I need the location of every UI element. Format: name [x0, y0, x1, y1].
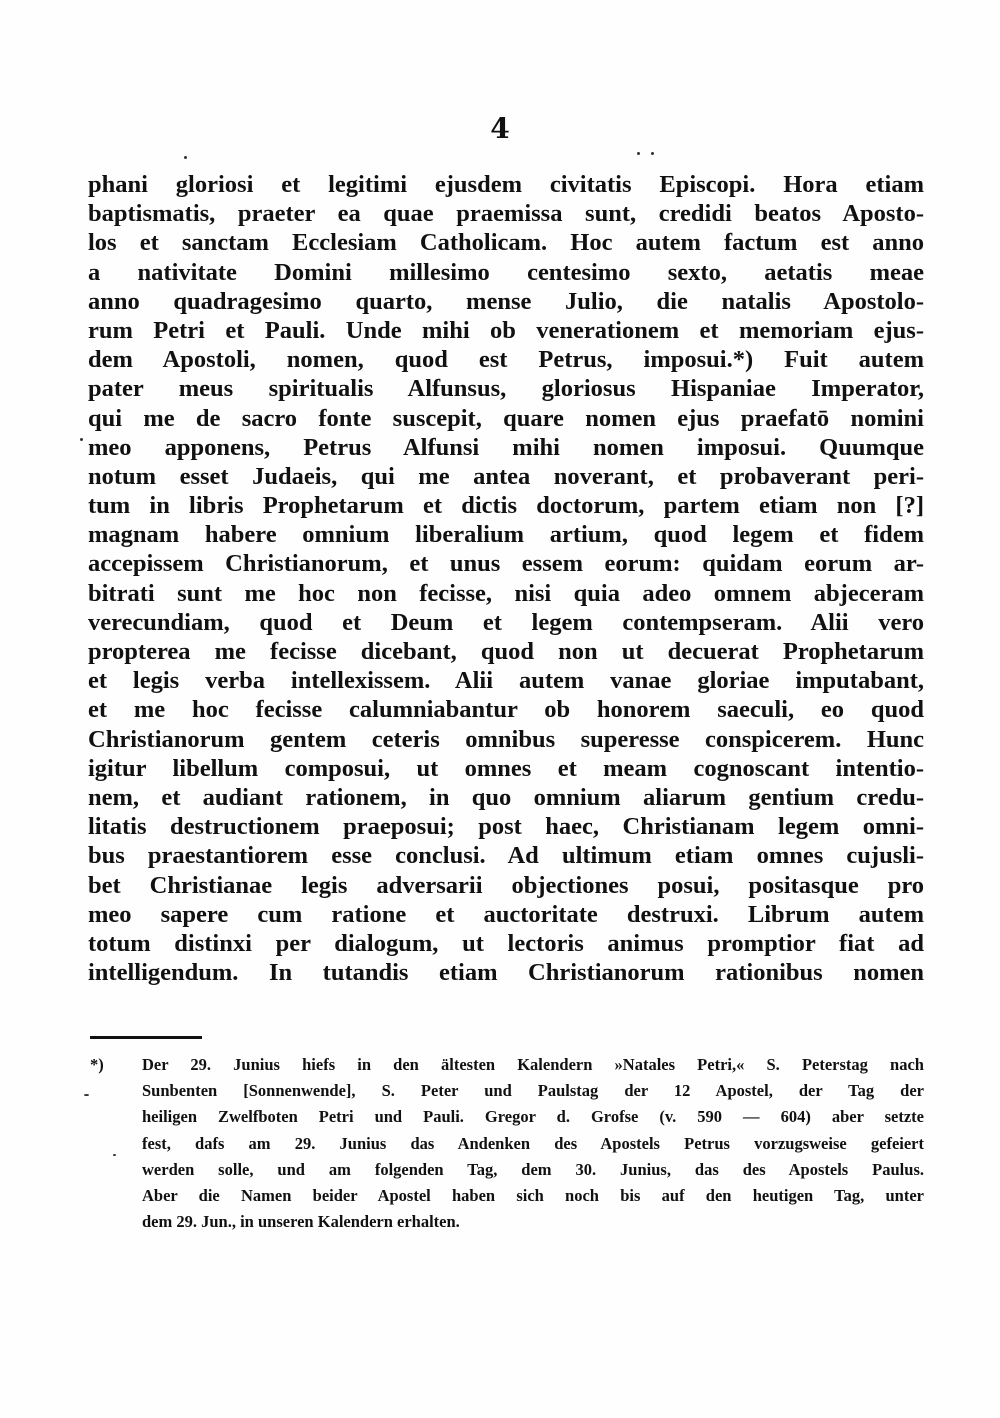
- scan-speck: [651, 152, 654, 155]
- text-line: baptismatis, praeter ea quae praemissa sunt, credidi beatos Aposto-: [88, 200, 924, 228]
- page-number: 4: [490, 112, 510, 145]
- text-line: pater meus spiritualis Alfunsus, gloriosus Hispaniae Imperator,: [88, 375, 924, 403]
- text-line: et legis verba intellexissem. Alii autem vanae gloriae imputabant,: [88, 667, 924, 695]
- text-line: totum distinxi per dialogum, ut lectoris animus promptior fiat ad: [88, 929, 924, 957]
- text-line: meo sapere cum ratione et auctoritate destruxi. Librum autem: [88, 900, 924, 928]
- text-line: bet Christianae legis adversarii objectiones posui, positasque pro: [88, 871, 924, 899]
- text-line: anno quadragesimo quarto, mense Julio, die natalis Apostolo-: [88, 287, 924, 315]
- text-line: rum Petri et Pauli. Unde mihi ob venerationem et memoriam ejus-: [88, 316, 924, 344]
- scan-speck: [113, 1154, 116, 1156]
- text-line: los et sanctam Ecclesiam Catholicam. Hoc autem factum est anno: [88, 229, 924, 257]
- footnote-line: Sunbenten [Sonnenwende], S. Peter und Paulstag der 12 Apostel, der Tag der: [142, 1081, 924, 1101]
- scan-speck: [80, 438, 83, 441]
- text-line: intelligendum. In tutandis etiam Christianorum rationibus nomen: [88, 959, 924, 987]
- text-line: meo apponens, Petrus Alfunsi mihi nomen imposui. Quumque: [88, 433, 924, 461]
- text-line: litatis destructionem praeposui; post haec, Christianam legem omni-: [88, 813, 924, 841]
- footnote-line: werden solle, und am folgenden Tag, dem 30. Junius, das des Apostels Paulus.: [142, 1159, 924, 1179]
- text-line: igitur libellum composui, ut omnes et meam cognoscant intentio-: [88, 754, 924, 782]
- footnote-line: Aber die Namen beider Apostel haben sich noch bis auf den heutigen Tag, unter: [142, 1185, 924, 1205]
- text-line: tum in libris Prophetarum et dictis doctorum, partem etiam non [?]: [88, 492, 924, 520]
- text-line: a nativitate Domini millesimo centesimo sexto, aetatis meae: [88, 258, 924, 286]
- text-line: notum esset Judaeis, qui me antea noverant, et probaverant peri-: [88, 462, 924, 490]
- scan-speck: [184, 156, 187, 159]
- text-line: et me hoc fecisse calumniabantur ob honorem saeculi, eo quod: [88, 696, 924, 724]
- text-line: phani gloriosi et legitimi ejusdem civitatis Episcopi. Hora etiam: [88, 171, 924, 198]
- footnote-marker: *): [90, 1055, 104, 1074]
- text-line: nem, et audiant rationem, in quo omnium aliarum gentium credu-: [88, 783, 924, 811]
- footnote-line: Der 29. Junius hiefs in den ältesten Kalendern »Natales Petri,« S. Peterstag nach: [142, 1055, 924, 1074]
- footnote-text-block: [142, 1052, 924, 1235]
- text-line: magnam habere omnium liberalium artium, quod legem et fidem: [88, 521, 924, 549]
- scan-speck: [637, 152, 640, 155]
- scan-speck: [84, 1094, 89, 1096]
- text-line: qui me de sacro fonte suscepit, quare nomen ejus praefatō nomini: [88, 404, 924, 432]
- footnote-line: heiligen Zwelfboten Petri und Pauli. Gregor d. Grofse (v. 590 — 604) aber setzte: [142, 1107, 924, 1127]
- text-line: dem Apostoli, nomen, quod est Petrus, imposui.*) Fuit autem: [88, 346, 924, 374]
- text-line: accepissem Christianorum, et unus essem eorum: quidam eorum ar-: [88, 550, 924, 578]
- footnote-line: dem 29. Jun., in unseren Kalendern erhalten.: [142, 1212, 460, 1232]
- main-text-block: [88, 170, 924, 987]
- text-line: verecundiam, quod et Deum et legem contempseram. Alii vero: [88, 608, 924, 636]
- footnote-line: fest, dafs am 29. Junius das Andenken des Apostels Petrus vorzugsweise gefeiert: [142, 1133, 924, 1153]
- text-line: bus praestantiorem esse conclusi. Ad ultimum etiam omnes cujusli-: [88, 842, 924, 870]
- text-line: Christianorum gentem ceteris omnibus superesse conspicerem. Hunc: [88, 725, 924, 753]
- footnote-separator-rule: [90, 1036, 202, 1039]
- text-line: propterea me fecisse dicebant, quod non ut decuerat Prophetarum: [88, 638, 924, 665]
- text-line: bitrati sunt me hoc non fecisse, nisi quia adeo omnem abjeceram: [88, 579, 924, 607]
